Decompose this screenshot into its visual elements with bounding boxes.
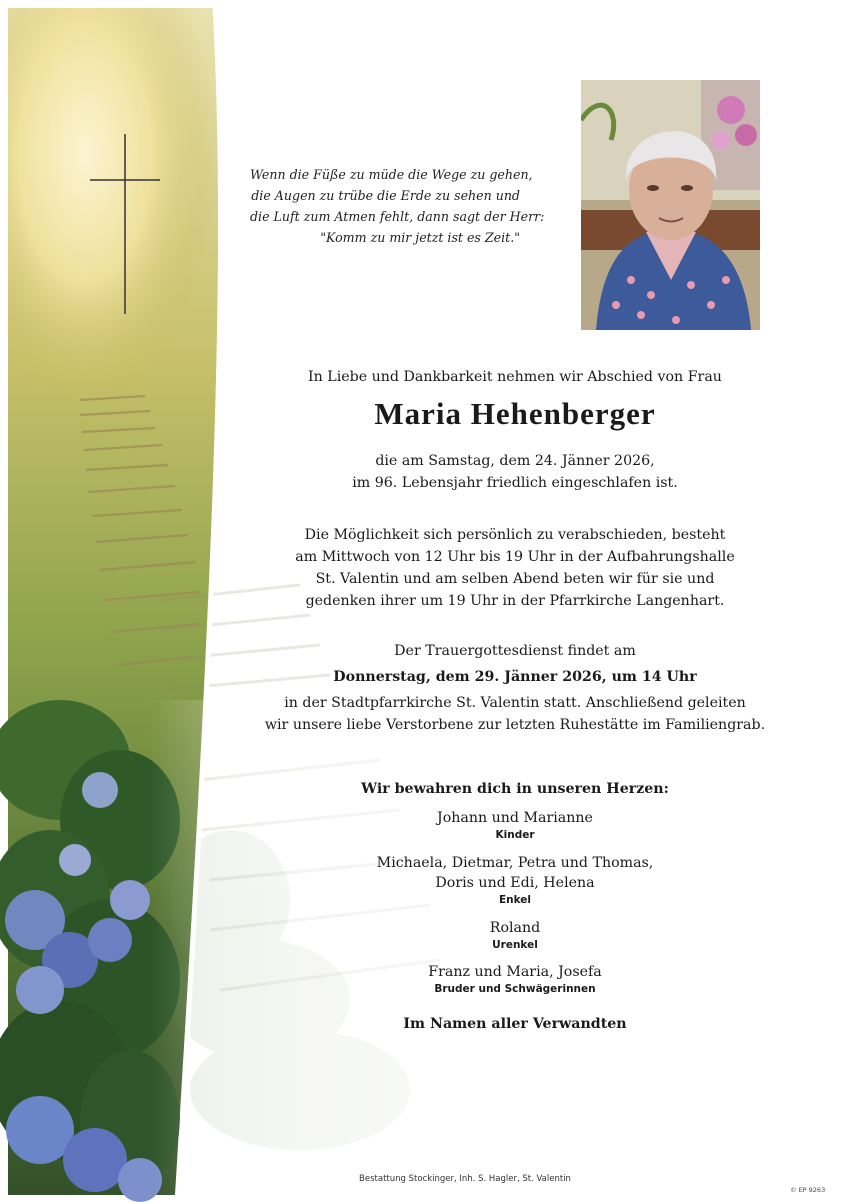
service-details bbox=[250, 692, 780, 736]
product-code: © EP 9263 bbox=[790, 1186, 826, 1194]
death-info-line: die am Samstag, dem 24. Jänner 2026, bbox=[375, 453, 655, 469]
closing-text: Im Namen aller Verwandten bbox=[403, 1016, 627, 1032]
quote-line: Wenn die Füße zu müde die Wege zu gehen, bbox=[250, 167, 533, 182]
death-info-line: im 96. Lebensjahr friedlich eingeschlafen ist. bbox=[352, 475, 678, 491]
portrait-photo bbox=[581, 80, 760, 330]
mourners-heading: Wir bewahren dich in unseren Herzen: bbox=[361, 781, 669, 797]
farewell-line: St. Valentin und am selben Abend beten wir für sie und bbox=[315, 571, 715, 587]
deceased-name: Maria Hehenberger bbox=[374, 396, 656, 431]
mourner-relation: Urenkel bbox=[492, 939, 538, 951]
funeral-home-footer: Bestattung Stockinger, Inh. S. Hagler, St. Valentin bbox=[359, 1174, 571, 1184]
service-date: Donnerstag, dem 29. Jänner 2026, um 14 Uhr bbox=[333, 669, 697, 685]
cross-icon bbox=[90, 134, 160, 314]
quote-line: die Augen zu trübe die Erde zu sehen und bbox=[251, 188, 520, 203]
quote-line: die Luft zum Atmen fehlt, dann sagt der Herr: bbox=[250, 209, 545, 224]
death-info bbox=[250, 450, 780, 494]
service-detail-line: wir unsere liebe Verstorbene zur letzten Ruhestätte im Familiengrab. bbox=[264, 717, 766, 733]
farewell-line: am Mittwoch von 12 Uhr bis 19 Uhr in der Aufbahrungshalle bbox=[295, 549, 735, 565]
farewell-info bbox=[250, 524, 780, 612]
service-intro: Der Trauergottesdienst findet am bbox=[394, 643, 636, 659]
quote-line: "Komm zu mir jetzt ist es Zeit." bbox=[320, 230, 520, 245]
intro-text: In Liebe und Dankbarkeit nehmen wir Abschied von Frau bbox=[308, 369, 722, 385]
mourner-names: Michaela, Dietmar, Petra und Thomas, bbox=[376, 855, 654, 871]
mourner-relation: Kinder bbox=[495, 829, 535, 841]
mourner-names: Roland bbox=[489, 920, 541, 936]
farewell-line: gedenken ihrer um 19 Uhr in der Pfarrkirche Langenhart. bbox=[305, 593, 725, 609]
memorial-quote bbox=[250, 164, 545, 248]
mourner-names: Doris und Edi, Helena bbox=[435, 875, 595, 891]
service-detail-line: in der Stadtpfarrkirche St. Valentin statt. Anschließend geleiten bbox=[284, 695, 746, 711]
farewell-line: Die Möglichkeit sich persönlich zu verabschieden, besteht bbox=[304, 527, 726, 543]
mourner-names: Johann und Marianne bbox=[437, 810, 593, 826]
mourner-relation: Enkel bbox=[498, 894, 532, 906]
mourner-names: Franz und Maria, Josefa bbox=[428, 964, 602, 980]
mourner-relation: Bruder und Schwägerinnen bbox=[434, 983, 596, 995]
